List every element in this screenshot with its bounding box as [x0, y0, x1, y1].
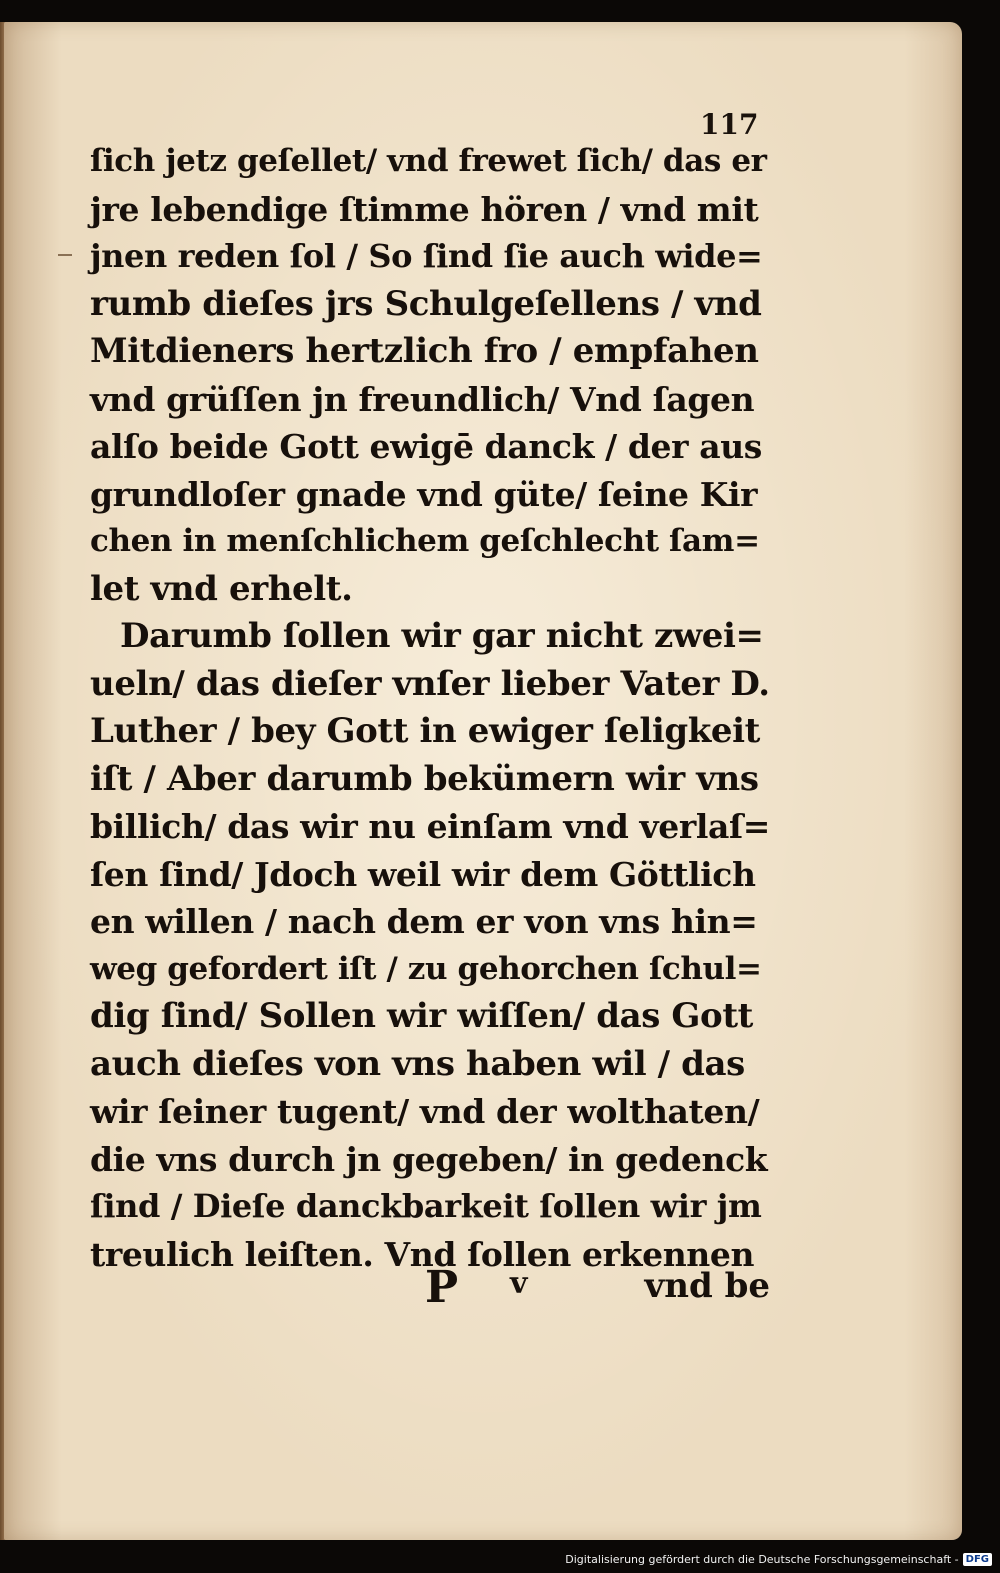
text-line: iſt / Aber darumb bekümern wir vns: [90, 758, 759, 799]
text-line: let vnd erhelt.: [90, 568, 353, 609]
text-line: en willen / nach dem er von vns hin=: [90, 902, 758, 941]
paragraph-start-line: Darumb ſollen wir gar nicht zwei=: [120, 616, 764, 656]
text-line: vnd grüſſen jn freundlich/ Vnd ſagen: [90, 379, 755, 419]
text-line: die vns durch jn gegeben/ in gedenck: [90, 1139, 768, 1179]
digitization-credit: [565, 1547, 992, 1571]
text-line: Mitdieners hertzlich fro / empfahen: [90, 331, 759, 371]
text-line: dig ſind/ Sollen wir wiſſen/ das Gott: [90, 996, 753, 1036]
text-line: rumb dieſes jrs Schulgeſellens / vnd: [90, 283, 762, 324]
page-number: 117: [700, 108, 759, 141]
text-line: auch dieſes von vns haben wil / das: [90, 1043, 745, 1084]
signature-line: [90, 1262, 770, 1312]
text-line: billich/ das wir nu einſam vnd verlaſ=: [90, 807, 771, 846]
margin-mark: [58, 254, 72, 256]
text-line: jre lebendige ſtimme hören / vnd mit: [90, 189, 759, 229]
signature-mark: P: [425, 1262, 459, 1313]
dfg-logo: DFG: [963, 1553, 992, 1566]
signature-number: v: [510, 1266, 528, 1301]
text-line: jnen reden ſol / So ſind ſie auch wide=: [90, 237, 763, 275]
body-text: [90, 138, 770, 1278]
text-line: treulich leiſten. Vnd ſollen erkennen: [90, 1234, 755, 1274]
text-line: ſich jetz geſellet/ vnd frewet ſich/ das er: [90, 143, 767, 179]
text-line: ueln/ das dieſer vnſer lieber Vater D.: [90, 663, 770, 704]
text-line: Luther / bey Gott in ewiger ſeligkeit: [90, 711, 760, 751]
text-line: wir ſeiner tugent/ vnd der wolthaten/: [90, 1092, 760, 1131]
text-line: grundloſer gnade vnd güte/ ſeine Kir: [90, 474, 758, 514]
text-line: weg gefordert iſt / zu gehorchen ſchul=: [90, 950, 762, 987]
text-line: ſind / Dieſe danckbarkeit ſollen wir jm: [90, 1187, 762, 1225]
credit-text: Digitalisierung gefördert durch die Deutsche Forschungsgemeinschaft -: [565, 1552, 959, 1566]
text-line: chen in menſchlichem geſchlecht ſam=: [90, 523, 760, 559]
text-line: alſo beide Gott ewigē danck / der aus: [90, 427, 762, 466]
text-line: ſen ſind/ Jdoch weil wir dem Göttlich: [90, 854, 756, 894]
catchword: vnd be: [644, 1266, 770, 1306]
